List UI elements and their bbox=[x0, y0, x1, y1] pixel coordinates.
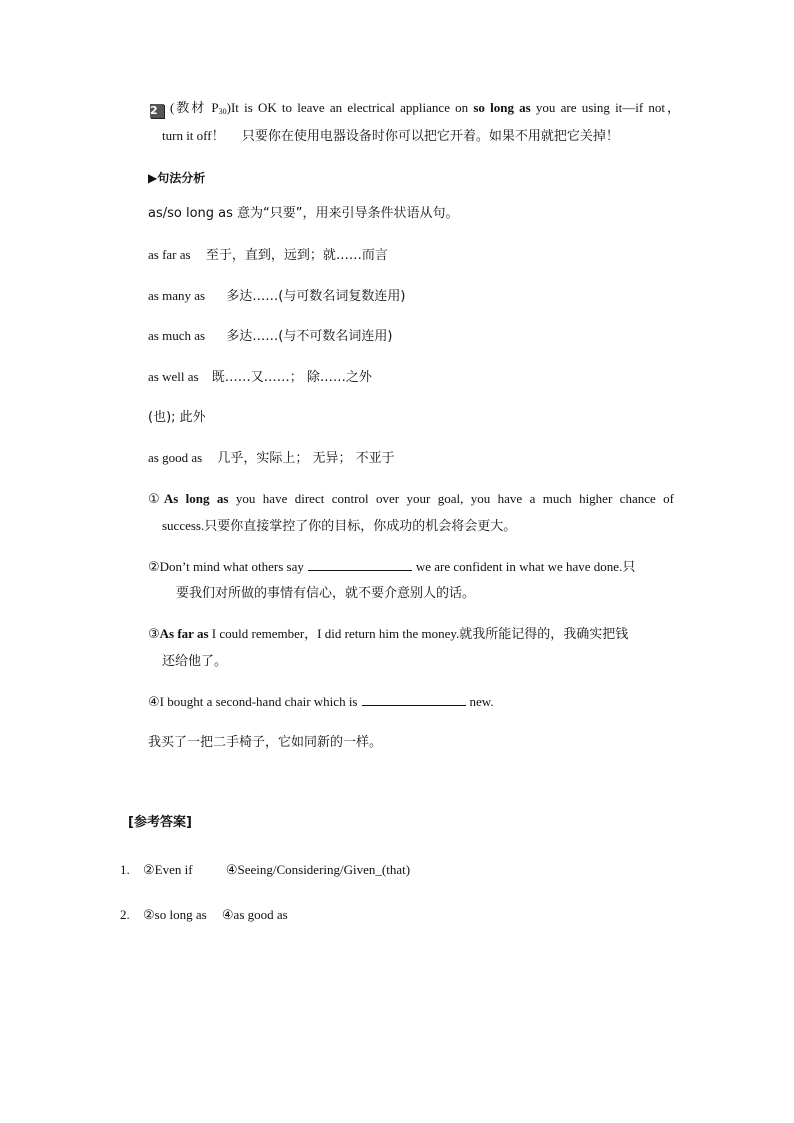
phrase-row bbox=[148, 245, 388, 266]
answer-row bbox=[120, 905, 288, 925]
exercise-2-line-2: 要我们对所做的事情有信心，就不要介意别人的话。 bbox=[176, 586, 476, 601]
phrase-meaning: 多达……(与不可数名词连用) bbox=[226, 329, 393, 344]
answer-blank[interactable] bbox=[308, 558, 412, 571]
exercise-text: we are confident in what we have done.只 bbox=[415, 559, 636, 574]
example-line-1 bbox=[150, 98, 680, 118]
exercise-1-line-1 bbox=[148, 489, 674, 510]
phrase-term: as well as bbox=[148, 369, 199, 384]
phrase-continuation: (也); 此外 bbox=[148, 410, 206, 425]
example-sentence-bold: so long as bbox=[473, 100, 531, 115]
answer-a: ②Even if bbox=[143, 862, 193, 877]
answer-a: ②so long as bbox=[143, 907, 207, 922]
phrase-row bbox=[148, 367, 372, 388]
analysis-heading: ▶句法分析 bbox=[148, 171, 206, 185]
exercise-1-line-2: success.只要你直接掌控了你的目标，你成功的机会将会更大。 bbox=[162, 518, 517, 533]
exercise-text: I could remember，I did return him the money.就我所能记得的，我确实把钱 bbox=[208, 626, 629, 641]
example-sentence-b: you are using it—if not， bbox=[530, 100, 680, 115]
exercise-marker: ④ bbox=[148, 695, 160, 710]
answer-row bbox=[120, 860, 410, 880]
example-sentence-a: It is OK to leave an electrical appliance on bbox=[230, 100, 474, 115]
answer-b: ④as good as bbox=[221, 907, 288, 922]
exercise-2-line-1 bbox=[148, 557, 635, 578]
phrase-term: as much as bbox=[148, 328, 206, 343]
exercise-3-line-1 bbox=[148, 624, 628, 645]
exercise-3-line-2: 还给他了。 bbox=[162, 654, 228, 669]
source-ref: (教材 $P_{30}$) bbox=[170, 100, 231, 116]
exercise-bold: As long as bbox=[163, 491, 229, 506]
exercise-text: you have direct control over your goal, you have a much higher chance of bbox=[228, 491, 674, 506]
example-sentence-c: turn it off！ bbox=[162, 128, 225, 143]
example-translation: 只要你在使用电器设备时你可以把它开着。如果不用就把它关掉！ bbox=[241, 129, 619, 144]
phrase-meaning: 几乎，实际上； 无异； 不亚于 bbox=[217, 451, 395, 466]
exercise-4-translation: 我买了一把二手椅子，它如同新的一样。 bbox=[148, 735, 383, 750]
exercise-text: new. bbox=[469, 694, 494, 709]
example-number-badge: 2 bbox=[150, 104, 164, 118]
answer-number: 1. bbox=[120, 862, 130, 877]
exercise-bold: As far as bbox=[159, 626, 209, 641]
analysis-intro: as/so long as 意为“只要”，用来引导条件状语从句。 bbox=[148, 206, 459, 221]
answer-number: 2. bbox=[120, 907, 130, 922]
phrase-meaning: 既……又……； 除……之外 bbox=[211, 370, 372, 385]
example-line-2 bbox=[162, 126, 619, 147]
exercise-text: Don’t mind what others say bbox=[159, 559, 304, 574]
answer-blank[interactable] bbox=[362, 693, 466, 706]
answers-title: [参考答案] bbox=[128, 815, 192, 830]
exercise-marker: ① bbox=[148, 492, 164, 507]
answer-b: ④Seeing/Considering/Given_(that) bbox=[225, 862, 411, 877]
phrase-row bbox=[148, 326, 392, 347]
phrase-meaning: 至于，直到，远到；就……而言 bbox=[205, 248, 388, 263]
exercise-marker: ③ bbox=[148, 627, 160, 642]
exercise-4-line-1 bbox=[148, 692, 494, 713]
phrase-row bbox=[148, 448, 395, 469]
phrase-term: as far as bbox=[148, 247, 191, 262]
phrase-term: as many as bbox=[148, 288, 206, 303]
exercise-marker: ② bbox=[148, 560, 160, 575]
phrase-meaning: 多达……(与可数名词复数连用) bbox=[226, 289, 406, 304]
phrase-row bbox=[148, 286, 405, 307]
phrase-term: as good as bbox=[148, 450, 203, 465]
exercise-text: I bought a second-hand chair which is bbox=[159, 694, 358, 709]
